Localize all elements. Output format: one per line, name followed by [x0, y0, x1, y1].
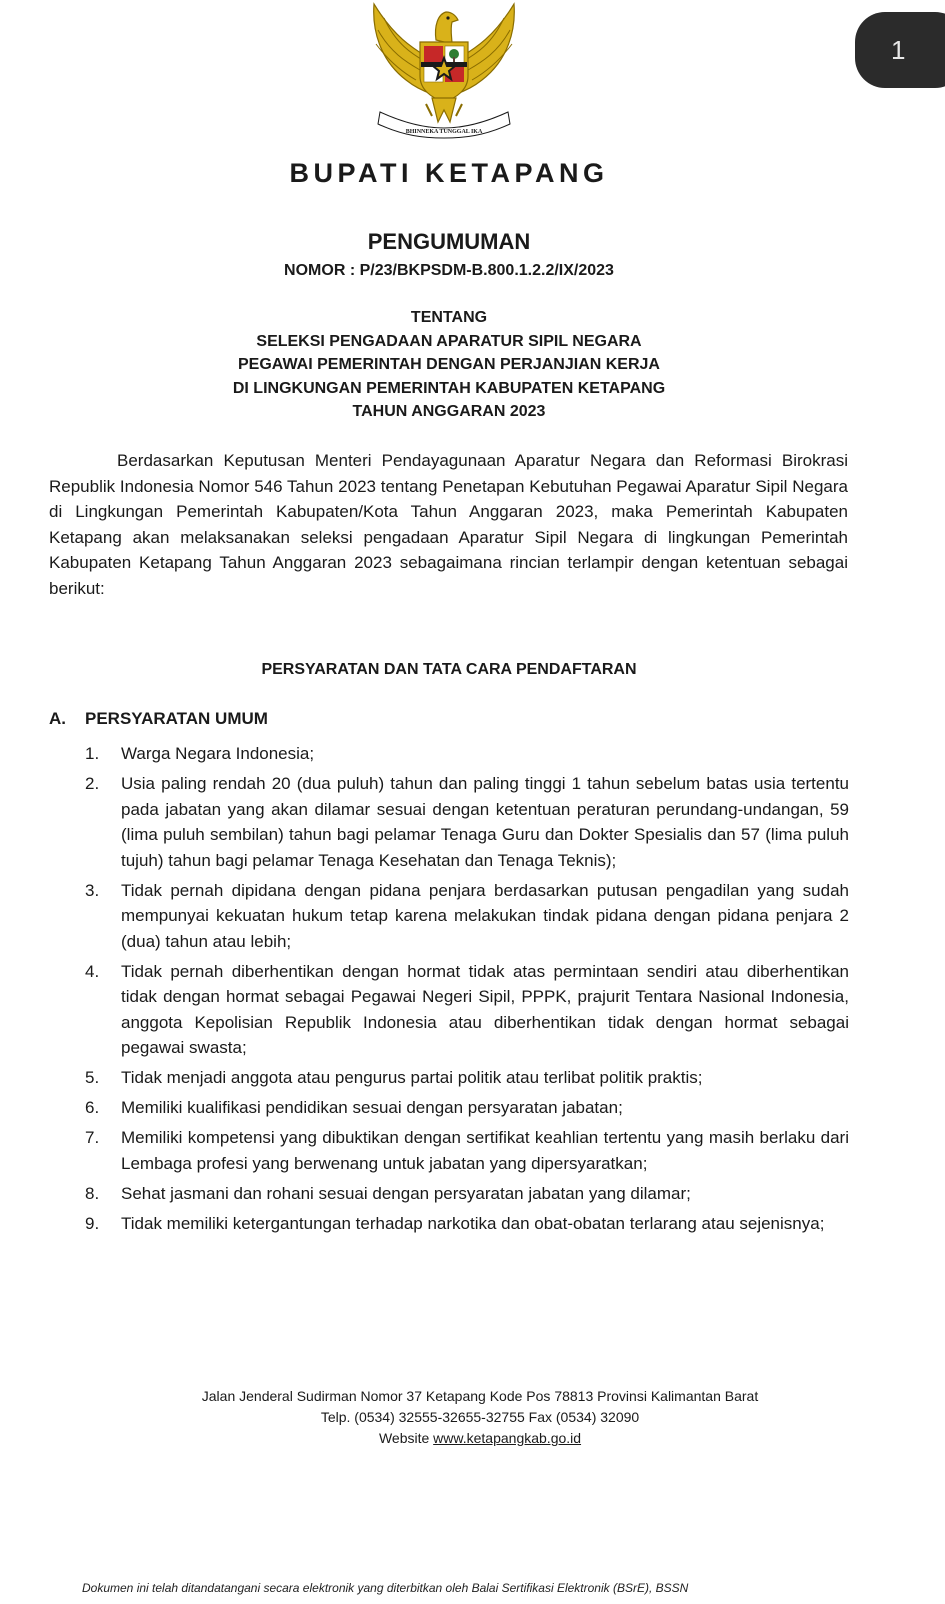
intro-paragraph: Berdasarkan Keputusan Menteri Pendayagunaan Aparatur Negara dan Reformasi Birokrasi Republik Indonesia Nomor 546 Tahun 2023 tentang Penetapan Kebutuhan Pegawai Aparatur Sipil Negara di Lingkungan Pemerintah Kabupaten/Kota Tahun Anggaran 2023, maka Pemerintah Kabupaten Ketapang akan melaksanakan seleksi pengadaan Aparatur Sipil Negara di lingkungan Pemerintah Kabupaten Ketapang Tahun Anggaran 2023 sebagaimana rincian terlampir dengan ketentuan sebagai berikut: [49, 451, 848, 598]
page-number-badge: 1 [855, 12, 945, 88]
list-item [85, 1095, 849, 1121]
list-item-text: Memiliki kompetensi yang dibuktikan dengan sertifikat keahlian tertentu yang masih berlaku dari Lembaga profesi yang berwenang untuk jabatan yang dipersyaratkan; [121, 1128, 849, 1173]
list-item-text: Usia paling rendah 20 (dua puluh) tahun dan paling tinggi 1 tahun sebelum batas usia tertentu pada jabatan yang akan dilamar sesuai dengan ketentuan peraturan perundang-undangan, 59 (lima puluh sembilan) tahun bagi pelamar Tenaga Guru dan Dokter Spesialis dan 57 (lima puluh tujuh) tahun bagi pelamar Tenaga Kesehatan dan Tenaga Teknis); [121, 774, 849, 870]
subject-block [0, 306, 898, 424]
list-item-number: 5. [85, 1068, 100, 1087]
about-label: TENTANG [410, 309, 488, 326]
subsection-title: PERSYARATAN UMUM [85, 709, 268, 728]
list-item-number: 7. [85, 1128, 100, 1147]
list-item [85, 1181, 849, 1207]
list-item [85, 741, 849, 767]
footer-address: Jalan Jenderal Sudirman Nomor 37 Ketapang Kode Pos 78813 Provinsi Kalimantan Barat [201, 1388, 759, 1404]
list-item-number: 1. [85, 744, 100, 763]
subsection-letter: A. [49, 709, 66, 728]
list-item-text: Tidak pernah diberhentikan dengan hormat tidak atas permintaan sendiri atau diberhentikan tidak dengan hormat sebagai Pegawai Negeri Sipil, PPPK, prajurit Tentara Nasional Indonesia, anggota Kepolisian Republik Indonesia atau diberhentikan tidak dengan hormat sebagai pegawai swasta; [121, 961, 849, 1057]
list-item-text: Sehat jasmani dan rohani sesuai dengan persyaratan jabatan yang dilamar; [121, 1183, 691, 1203]
subject-line: SELEKSI PENGADAAN APARATUR SIPIL NEGARA [256, 332, 642, 350]
list-item [85, 1065, 849, 1091]
list-item [85, 1211, 849, 1237]
list-item-number: 6. [85, 1098, 100, 1117]
list-item-number: 4. [85, 961, 100, 981]
footer-website-label: Website [378, 1430, 434, 1446]
list-item-text: Tidak pernah dipidana dengan pidana penjara berdasarkan putusan pengadilan yang sudah mempunyai kekuatan hukum tetap karena melakukan tindak pidana dengan pidana penjara 2 (dua) tahun atau lebih; [121, 880, 849, 951]
garuda-pancasila-emblem [366, 0, 522, 140]
electronic-signature-note: Dokumen ini telah ditandatangani secara elektronik yang diterbitkan oleh Balai Sertifikasi Elektronik (BSrE), BSSN [82, 1581, 689, 1595]
subject-line: PEGAWAI PEMERINTAH DENGAN PERJANJIAN KERJA [238, 356, 660, 373]
list-item [85, 959, 849, 1061]
svg-text:BHINNEKA TUNGGAL IKA: BHINNEKA TUNGGAL IKA [405, 129, 483, 135]
list-item-text: Tidak menjadi anggota atau pengurus partai politik atau terlibat politik praktis; [121, 1068, 703, 1087]
list-item-text: Warga Negara Indonesia; [121, 744, 315, 763]
list-item-number: 9. [85, 1213, 100, 1233]
office-title: BUPATI KETAPANG [289, 158, 609, 188]
document-type-title: PENGUMUMAN [367, 229, 531, 254]
list-item [85, 771, 849, 873]
requirements-list [85, 741, 849, 1241]
subsection-heading [49, 709, 268, 729]
list-item-number: 8. [85, 1183, 100, 1203]
website-link[interactable]: www.ketapangkab.go.id [433, 1430, 582, 1446]
list-item [85, 1125, 849, 1176]
list-item-text: Memiliki kualifikasi pendidikan sesuai dengan persyaratan jabatan; [121, 1098, 623, 1117]
list-item-number: 2. [85, 774, 100, 793]
list-item-text: Tidak memiliki ketergantungan terhadap narkotika dan obat-obatan terlarang atau sejenisnya; [121, 1213, 825, 1233]
list-item-number: 3. [85, 880, 100, 900]
footer-phone: Telp. (0534) 32555-32655-32755 Fax (0534) 32090 [320, 1409, 640, 1425]
subject-line: DI LINGKUNGAN PEMERINTAH KABUPATEN KETAPANG [232, 379, 666, 397]
section-heading: PERSYARATAN DAN TATA CARA PENDAFTARAN [261, 661, 637, 678]
footer-website [0, 1428, 945, 1449]
subject-line: TAHUN ANGGARAN 2023 [352, 403, 546, 420]
document-number: NOMOR : P/23/BKPSDM-B.800.1.2.2/IX/2023 [284, 262, 614, 279]
letterhead-footer [0, 1386, 945, 1449]
list-item [85, 878, 849, 955]
